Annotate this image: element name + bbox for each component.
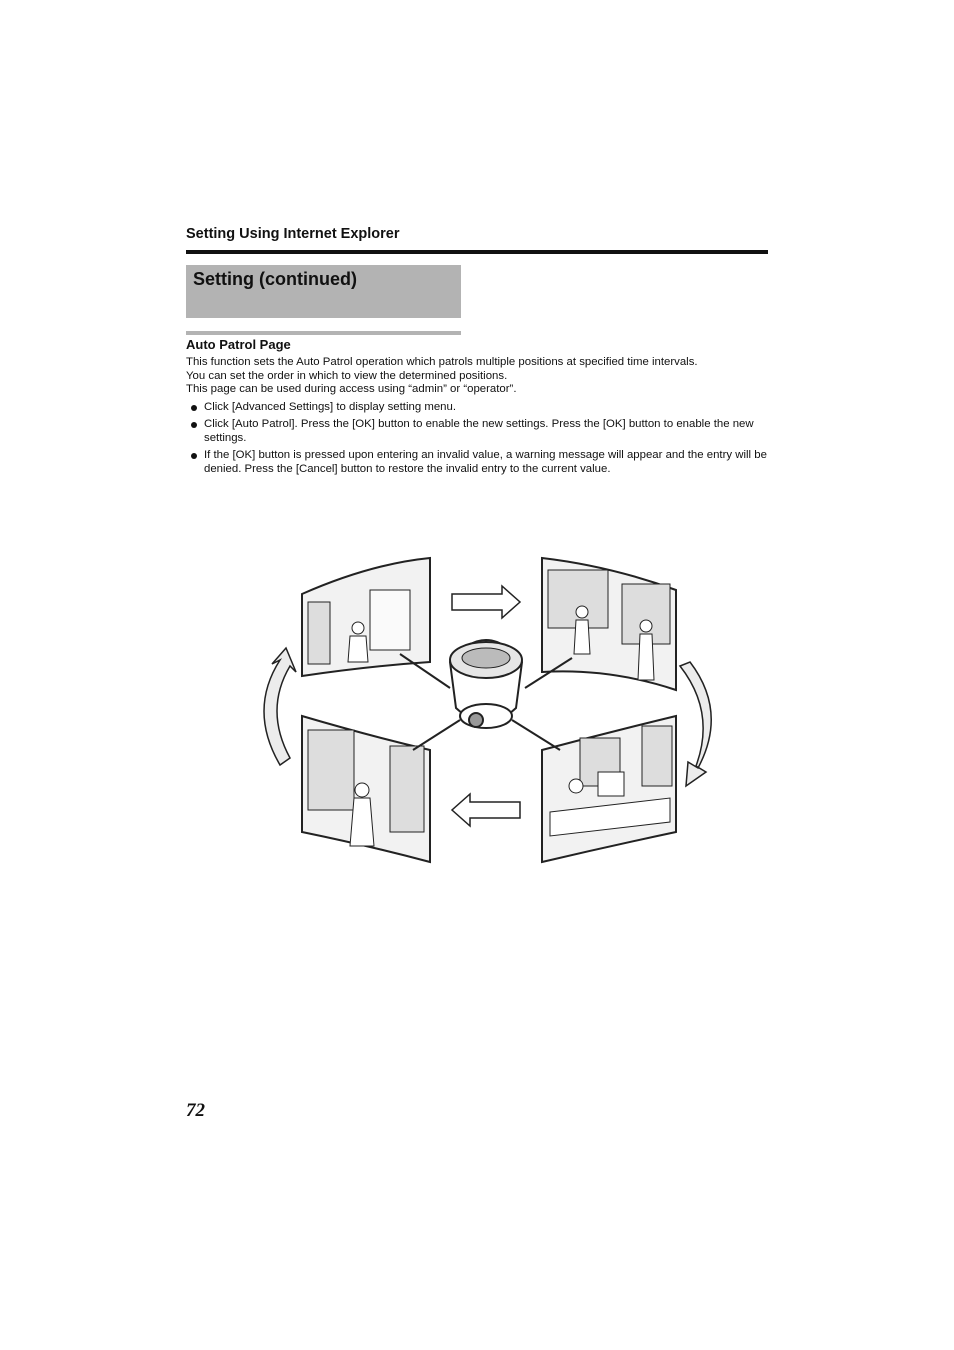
bullet-list <box>186 401 776 477</box>
bullet-text: Click [Advanced Settings] to display setting menu. <box>204 400 456 413</box>
title-underline <box>186 331 461 335</box>
dome-camera-icon <box>450 640 522 728</box>
bullet-dot-icon <box>191 422 197 428</box>
curved-arrow-left-icon <box>264 648 296 765</box>
bullet-text: Click [Auto Patrol]. Press the [OK] button to enable the new settings. Press the [OK] button to enable the new settings. <box>204 418 754 444</box>
title-box <box>186 265 461 318</box>
auto-patrol-illustration <box>250 550 730 870</box>
page-number: 72 <box>186 1100 205 1121</box>
bullet-item <box>186 449 776 476</box>
subheading: Auto Patrol Page <box>186 337 291 352</box>
arrow-right-icon <box>452 586 520 618</box>
section-header: Setting Using Internet Explorer <box>186 226 400 242</box>
intro-line-3: This page can be used during access using “admin” or “operator”. <box>186 383 517 395</box>
bullet-dot-icon <box>191 405 197 411</box>
header-rule <box>186 250 768 254</box>
bullet-item <box>186 401 776 415</box>
intro-line-2: You can set the order in which to view the determined positions. <box>186 369 508 382</box>
bullet-item <box>186 418 776 445</box>
page-title: Setting (continued) <box>193 269 357 289</box>
arrow-left-icon <box>452 794 520 826</box>
curved-arrow-right-icon <box>680 662 711 786</box>
bullet-text: If the [OK] button is pressed upon entering an invalid value, a warning message will appear and the entry will be denied. Press the [Cancel] button to restore the invalid entry to the current value. <box>204 449 767 475</box>
bullet-dot-icon <box>191 453 197 459</box>
intro-line-1: This function sets the Auto Patrol operation which patrols multiple positions at specified time intervals. <box>186 356 698 368</box>
body-text <box>186 356 776 480</box>
